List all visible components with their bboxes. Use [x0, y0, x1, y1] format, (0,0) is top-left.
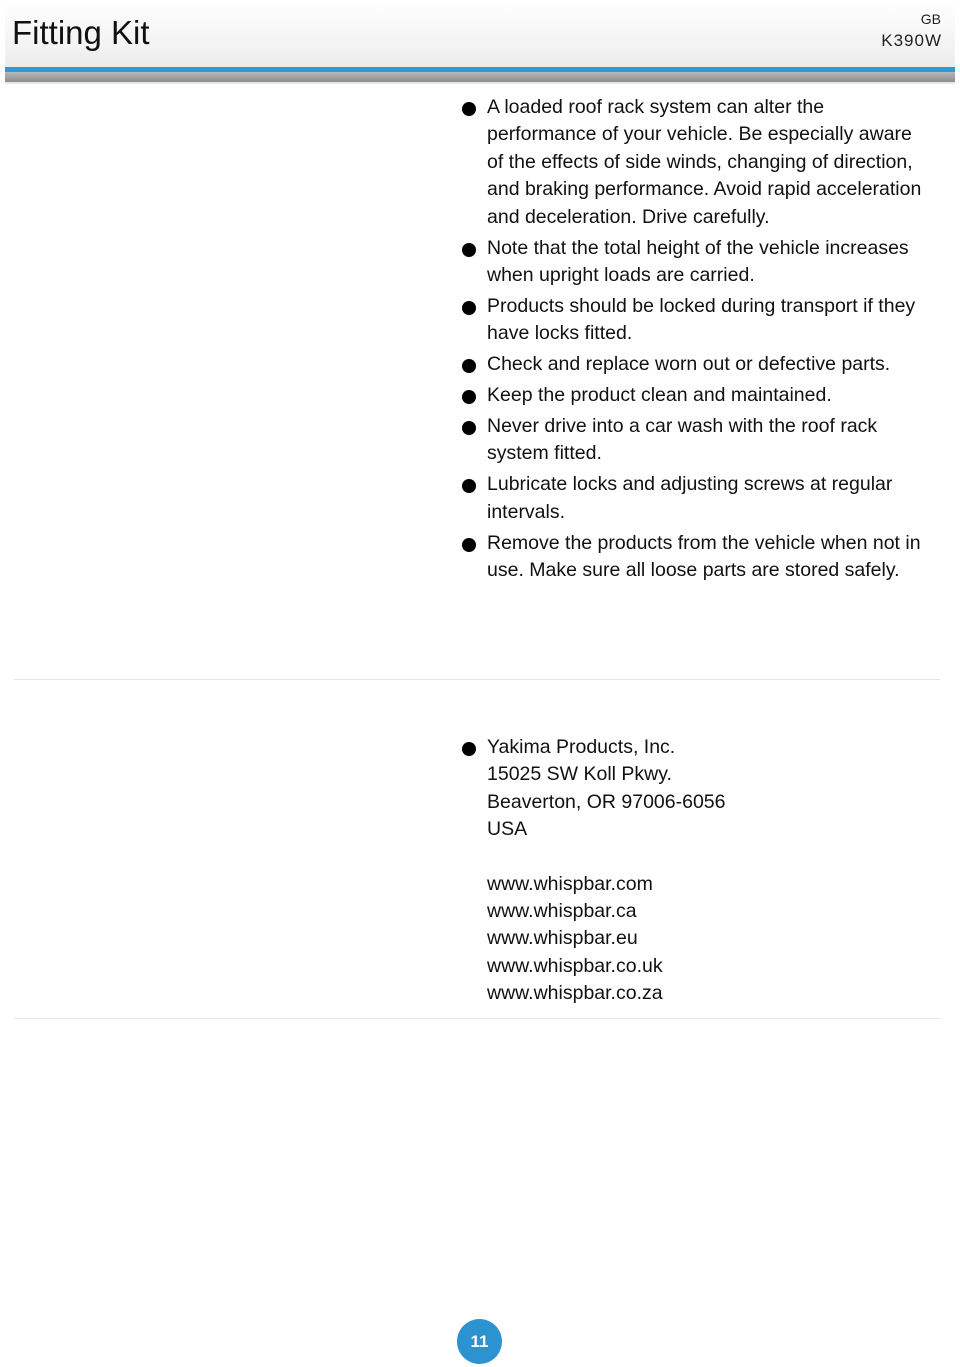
list-item-text: Note that the total height of the vehicle increases when upright loads are carried.	[487, 236, 909, 286]
website-link[interactable]: www.whispbar.ca	[487, 900, 637, 923]
country: USA	[487, 818, 528, 841]
page-header	[5, 0, 955, 84]
company-name: Yakima Products, Inc.	[487, 736, 676, 758]
bullet-icon	[462, 742, 476, 756]
section-divider	[14, 1018, 940, 1019]
bullet-icon	[462, 538, 476, 552]
list-item	[462, 382, 932, 409]
street-address: 15025 SW Koll Pkwy.	[487, 763, 672, 786]
list-item-text: Remove the products from the vehicle when not in use. Make sure all loose parts are stored safely.	[487, 531, 921, 581]
list-item	[462, 293, 932, 348]
website-link[interactable]: www.whispbar.co.za	[487, 982, 663, 1005]
list-item-text: Lubricate locks and adjusting screws at regular intervals.	[487, 473, 893, 523]
list-item	[462, 94, 932, 231]
bullet-icon	[462, 390, 476, 404]
website-link[interactable]: www.whispbar.eu	[487, 927, 638, 950]
list-item	[462, 351, 932, 378]
header-shadow-bar	[5, 72, 955, 82]
list-item	[462, 235, 932, 290]
list-item	[462, 471, 932, 526]
list-item-text: Check and replace worn out or defective parts.	[487, 353, 891, 376]
list-item-text: Never drive into a car wash with the roof rack system fitted.	[487, 414, 878, 465]
page-number-badge: 11	[457, 1319, 502, 1364]
website-link[interactable]: www.whispbar.com	[487, 872, 653, 895]
bullet-icon	[462, 243, 476, 257]
website-link[interactable]: www.whispbar.co.uk	[487, 954, 663, 977]
bullet-icon	[462, 301, 476, 315]
model-number: K390W	[881, 31, 942, 50]
company-address	[462, 734, 932, 1008]
bullet-icon	[462, 421, 476, 435]
bullet-icon	[462, 359, 476, 373]
bullet-icon	[462, 102, 476, 116]
section-divider	[14, 679, 940, 680]
list-item	[462, 413, 932, 468]
list-item-text: A loaded roof rack system can alter the performance of your vehicle. Be especially aware of the effects of side winds, changing of direction, and braking performance. Avoid rapid acceleration and deceleration. Drive carefully.	[487, 96, 922, 228]
list-item-text: Keep the product clean and maintained.	[487, 384, 832, 407]
city-state-zip: Beaverton, OR 97006-6056	[487, 790, 726, 813]
bullet-icon	[462, 479, 476, 493]
page-title: Fitting Kit	[12, 14, 150, 51]
list-item-text: Products should be locked during transport if they have locks fitted.	[487, 294, 916, 345]
safety-instructions-list	[462, 94, 932, 588]
list-item	[462, 530, 932, 585]
contact-block	[462, 734, 932, 1008]
language-code: GB	[920, 11, 941, 27]
